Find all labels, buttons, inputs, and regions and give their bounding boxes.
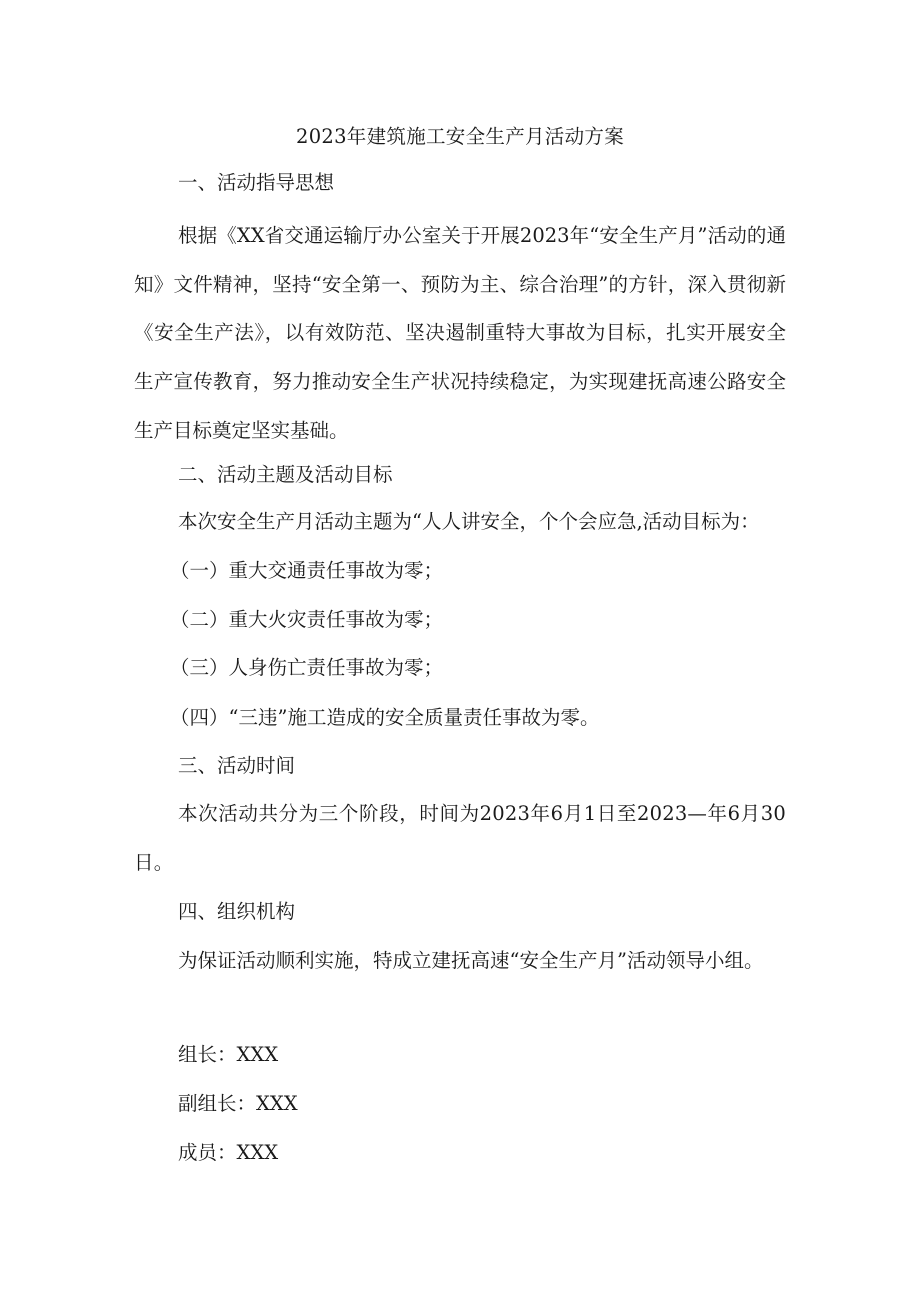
goal-item-4: （四）“三违”施工造成的安全质量责任事故为零。 [170,706,600,729]
document-title: 2023年建筑施工安全生产月活动方案 [295,125,625,148]
section-4-paragraph: 为保证活动顺利实施，特成立建抚高速“安全生产月”活动领导小组。 [178,949,764,972]
section-3-paragraph: 本次活动共分为三个阶段，时间为2023年6月1日至2023—年6月30日。 [134,802,786,874]
group-deputy-leader: 副组长：XXX [178,1092,298,1115]
goal-item-3: （三）人身伤亡责任事故为零； [170,656,444,679]
group-leader: 组长：XXX [178,1043,279,1066]
section-1-paragraph: 根据《XX省交通运输厅办公室关于开展2023年“安全生产月”活动的通知》文件精神，坚持“安全第一、预防为主、综合治理”的方针，深入贯彻新《安全生产法》，以有效防范、坚决遏制重特大事故为目标，扎实开展安全生产宣传教育，努力推动安全生产状况持续稳定，为实现建抚高速公路安全生产目标奠定坚实基础。 [134,224,786,442]
group-members: 成员：XXX [178,1141,279,1164]
goal-item-1: （一）重大交通责任事故为零； [170,559,444,582]
section-3-heading: 三、活动时间 [178,754,296,777]
section-1-heading: 一、活动指导思想 [178,171,335,194]
section-2-intro: 本次安全生产月活动主题为“人人讲安全，个个会应急,活动目标为： [178,510,760,533]
goal-item-2: （二）重大火灾责任事故为零； [170,608,444,631]
section-4-heading: 四、组织机构 [178,900,296,923]
section-2-heading: 二、活动主题及活动目标 [178,463,393,486]
